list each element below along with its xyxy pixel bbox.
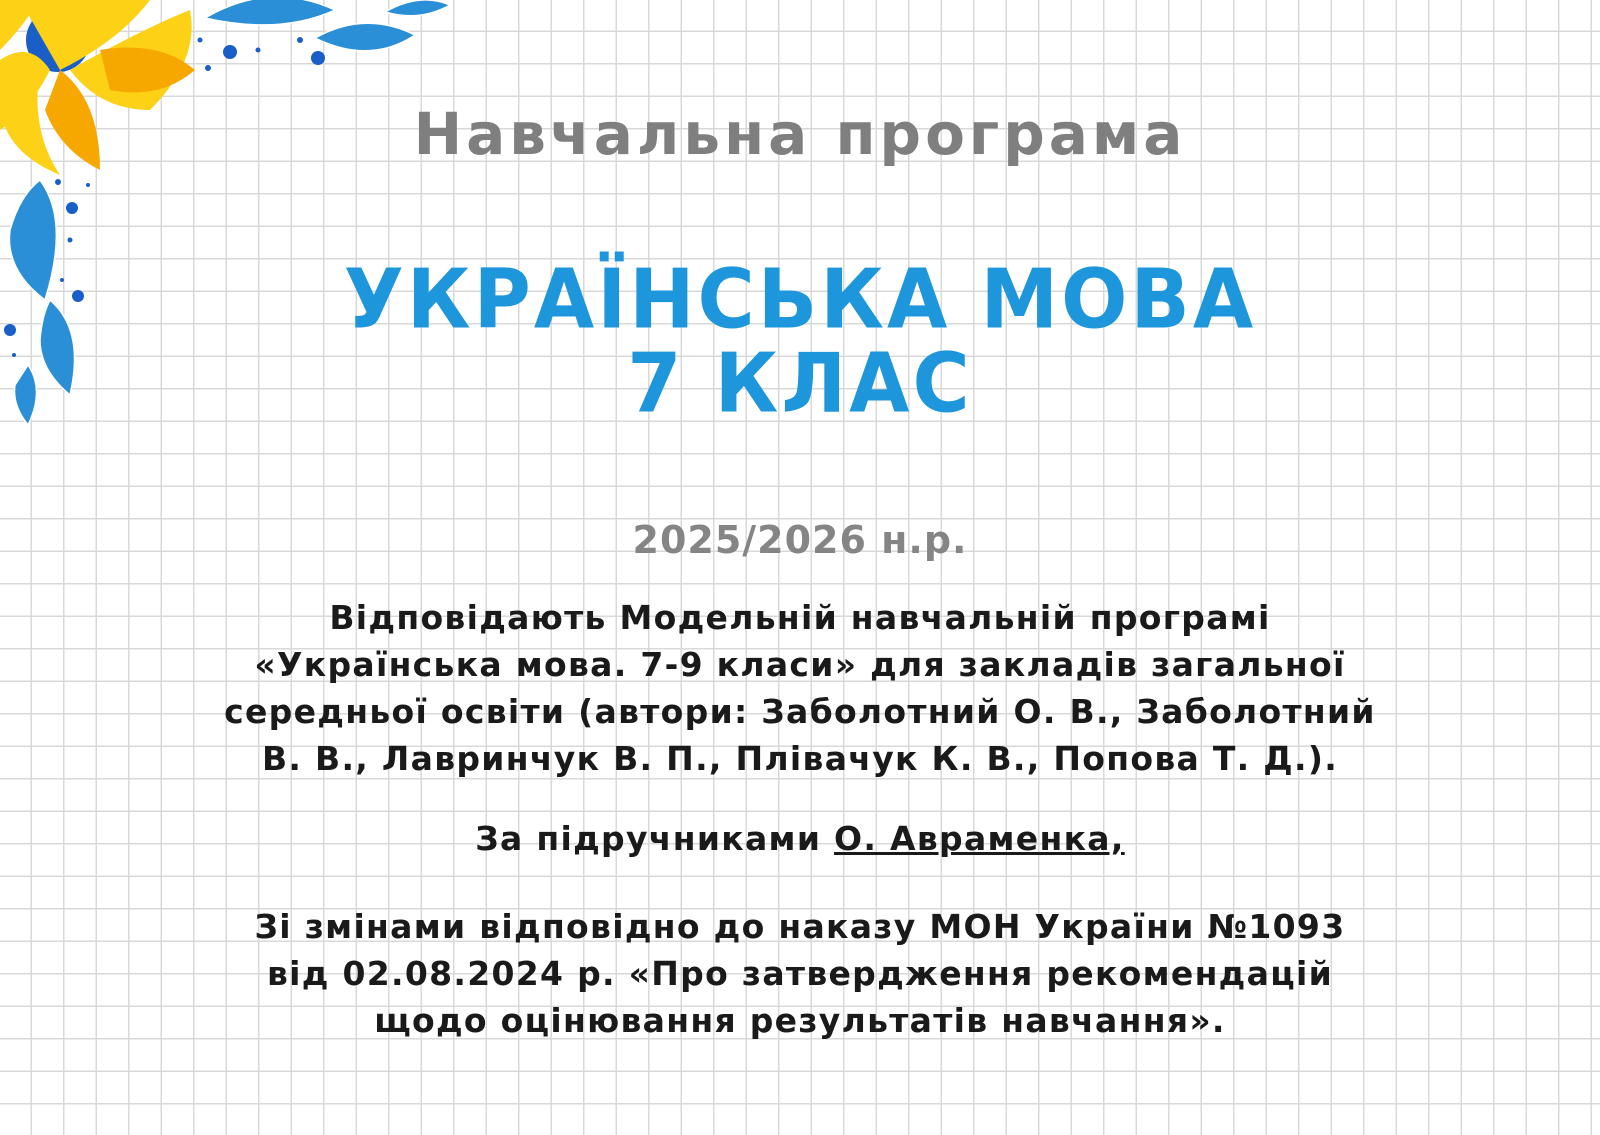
grade-title: 7 КЛАС xyxy=(627,336,973,432)
text-line: Відповідають Модельній навчальній програмі xyxy=(329,598,1271,637)
document-subtitle: Навчальна програма xyxy=(413,100,1187,168)
text-line: Зі змінами відповідно до наказу МОН України №1093 xyxy=(254,907,1346,946)
document-title: УКРАЇНСЬКА МОВА xyxy=(343,252,1257,348)
changes-description xyxy=(0,903,1600,1044)
text-line: В. В., Лавринчук В. П., Плівачук К. В., Попова Т. Д.). xyxy=(261,739,1339,778)
text-line: середньої освіти (автори: Заболотний О. В., Заболотний xyxy=(224,692,1376,731)
program-description xyxy=(0,594,1600,782)
academic-year: 2025/2026 н.р. xyxy=(632,518,968,562)
text-line: «Українська мова. 7-9 класи» для закладів загальної xyxy=(254,645,1346,684)
text-line xyxy=(0,815,1600,862)
text-line: щодо оцінювання результатів навчання». xyxy=(374,1001,1226,1040)
textbooks-author: О. Авраменка, xyxy=(834,819,1125,858)
textbooks-line xyxy=(0,815,1600,862)
textbooks-prefix: За підручниками xyxy=(475,819,835,858)
text-line: від 02.08.2024 р. «Про затвердження рекомендацій xyxy=(267,954,1333,993)
